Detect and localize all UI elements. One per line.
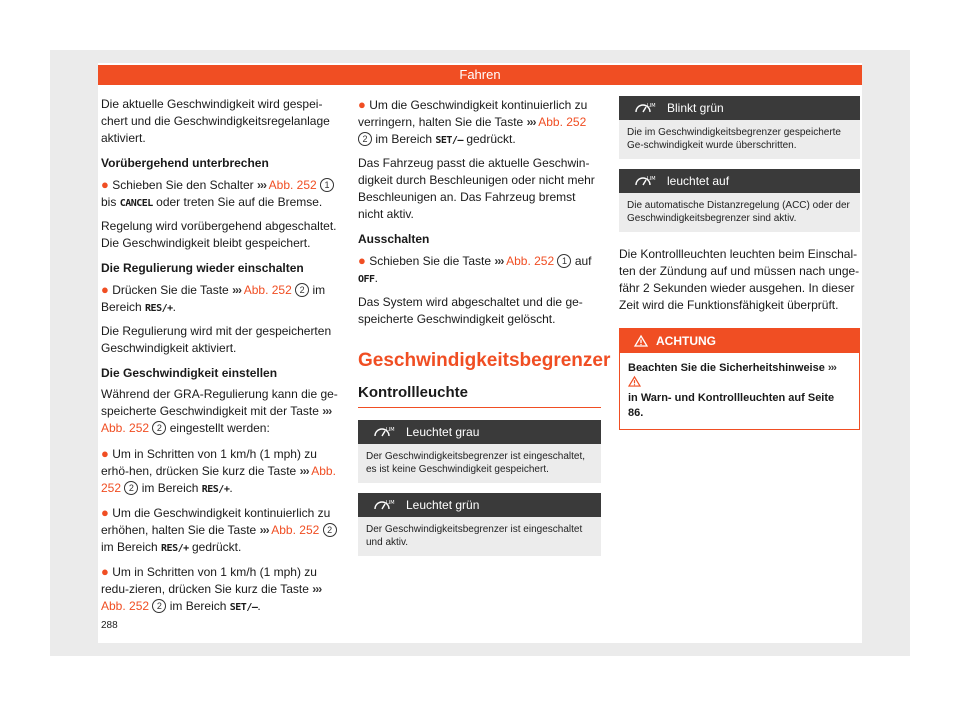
- figure-link[interactable]: Abb. 252: [538, 115, 587, 129]
- indicator-box-header: [619, 96, 860, 120]
- key-label: SET/–: [229, 602, 258, 613]
- bullet-item: ● Um in Schritten von 1 km/h (1 mph) zu erhö-hen, drücken Sie kurz die Taste ››› Abb. 252 2 im Bereich RES/+.: [101, 446, 336, 495]
- bullet-item: ● Um in Schritten von 1 km/h (1 mph) zu redu-zieren, drücken Sie kurz die Taste ››› Abb. 252 2 im Bereich SET/–.: [101, 564, 322, 613]
- page-header: Fahren: [98, 65, 862, 85]
- paragraph: Das System wird abgeschaltet und die ge-speicherte Geschwindigkeit gelöscht.: [358, 295, 583, 326]
- paragraph: Das Fahrzeug passt die aktuelle Geschwin-digkeit durch Beschleunigen oder nicht mehr Beschleunigen an. Das Fahrzeug bremst nicht aktiv.: [358, 156, 595, 221]
- bullet-item: ● Um die Geschwindigkeit kontinuierlich zu verringern, halten Sie die Taste ››› Abb. 252 2 im Bereich SET/– gedrückt.: [358, 97, 588, 146]
- arrows-icon: ›››: [299, 464, 309, 478]
- arrows-icon: ›››: [322, 404, 332, 418]
- callout-number: 1: [557, 254, 571, 268]
- callout-number: 2: [124, 481, 138, 495]
- speed-limiter-icon: [372, 499, 395, 511]
- indicator-box-title: leuchtet auf: [667, 173, 730, 188]
- arrows-icon: ›››: [526, 115, 536, 129]
- warning-text: Beachten Sie die Sicherheitshinweise ››› in Warn- und Kontrollleuchten auf Seite 86.: [628, 362, 836, 419]
- figure-link[interactable]: Abb. 252: [271, 523, 320, 537]
- bullet-item: ● Schieben Sie die Taste ››› Abb. 252 1 auf OFF.: [358, 253, 592, 285]
- indicator-box: [358, 493, 601, 556]
- figure-link[interactable]: Abb. 252: [101, 421, 150, 435]
- section-title: Geschwindigkeitsbegrenzer: [358, 350, 611, 371]
- indicator-box-title: Blinkt grün: [667, 100, 724, 115]
- bullet-icon: ●: [101, 177, 109, 192]
- bullet-item: ● Schieben Sie den Schalter ››› Abb. 252 1 bis CANCEL oder treten Sie auf die Bremse.: [101, 176, 343, 212]
- paragraph: Die aktuelle Geschwindigkeit wird gespei-chert und die Geschwindigkeitsregelanlage aktiviert.: [101, 97, 330, 145]
- figure-link[interactable]: Abb. 252: [101, 599, 150, 613]
- page-number: 288: [101, 620, 118, 631]
- svg-text:LIM: LIM: [647, 103, 656, 109]
- indicator-box-header: [358, 493, 601, 517]
- speed-limiter-icon: [633, 175, 656, 187]
- subheading: Die Regulierung wieder einschalten: [101, 261, 304, 275]
- key-label: SET/–: [435, 135, 463, 146]
- warning-triangle-icon: [634, 335, 648, 347]
- bullet-item: ● Drücken Sie die Taste ››› Abb. 252 2 im Bereich RES/+.: [101, 282, 326, 314]
- figure-link[interactable]: Abb. 252: [243, 283, 292, 297]
- svg-text:LIM: LIM: [386, 427, 395, 433]
- paragraph: Regelung wird vorübergehend abgeschaltet. Die Geschwindigkeit bleibt gespeichert.: [101, 219, 337, 250]
- svg-text:LIM: LIM: [386, 500, 395, 506]
- indicator-box-text: Der Geschwindigkeitsbegrenzer ist eingeschaltet, es ist keine Geschwindigkeit gespeichert.: [358, 444, 601, 483]
- indicator-box: [619, 169, 860, 232]
- speed-limiter-icon: [372, 426, 395, 438]
- warning-header: [620, 329, 859, 353]
- callout-number: 2: [323, 523, 337, 537]
- bullet-item: ● Um die Geschwindigkeit kontinuierlich zu erhöhen, halten Sie die Taste ››› Abb. 252 2 im Bereich RES/+ gedrückt.: [101, 504, 343, 557]
- indicator-box-title: Leuchtet grün: [406, 497, 480, 512]
- key-label: RES/+: [145, 303, 173, 314]
- indicator-box-title: Leuchtet grau: [406, 424, 480, 439]
- indicator-box-header: [619, 169, 860, 193]
- callout-number: 2: [295, 283, 309, 297]
- arrows-icon: ›››: [256, 178, 266, 192]
- subheading: Die Geschwindigkeit einstellen: [101, 366, 278, 380]
- callout-number: 2: [152, 421, 166, 435]
- callout-number: 1: [320, 178, 334, 192]
- speed-limiter-icon: [633, 102, 656, 114]
- paragraph: Die Regulierung wird mit der gespeicherten Geschwindigkeit aktiviert.: [101, 324, 332, 355]
- key-label: CANCEL: [119, 198, 153, 209]
- column-3: [619, 96, 860, 430]
- column-2: [358, 96, 611, 566]
- indicator-box-text: Die im Geschwindigkeitsbegrenzer gespeicherte Ge-schwindigkeit wurde überschritten.: [619, 120, 860, 159]
- warning-box: [619, 328, 860, 430]
- key-label: OFF: [358, 274, 375, 285]
- callout-number: 2: [152, 599, 166, 613]
- arrows-icon: ›››: [494, 254, 504, 268]
- bullet-icon: ●: [101, 446, 109, 461]
- arrows-icon: ›››: [827, 362, 836, 374]
- arrows-icon: ›››: [259, 523, 269, 537]
- svg-text:LIM: LIM: [647, 176, 656, 182]
- bullet-icon: ●: [358, 97, 366, 112]
- bullet-icon: ●: [358, 253, 366, 268]
- indicator-box: [619, 96, 860, 159]
- callout-number: 2: [358, 132, 372, 146]
- indicator-box-text: Der Geschwindigkeitsbegrenzer ist eingeschaltet und aktiv.: [358, 517, 601, 556]
- subheading: Ausschalten: [358, 232, 430, 246]
- bullet-icon: ●: [101, 564, 109, 579]
- warning-triangle-icon[interactable]: [628, 376, 641, 387]
- paragraph: Während der GRA-Regulierung kann die ge-speicherte Geschwindigkeit mit der Taste ››› Abb. 252 2 eingestellt werden:: [101, 387, 338, 435]
- bullet-icon: ●: [101, 282, 109, 297]
- key-label: RES/+: [161, 543, 189, 554]
- figure-link[interactable]: Abb. 252: [268, 178, 317, 192]
- indicator-box-header: [358, 420, 601, 444]
- indicator-box-text: Die automatische Distanzregelung (ACC) oder der Geschwindigkeitsbegrenzer sind aktiv.: [619, 193, 860, 232]
- column-1: [101, 96, 343, 622]
- figure-link[interactable]: Abb. 252: [506, 254, 555, 268]
- bullet-icon: ●: [101, 505, 109, 520]
- subsection-title: Kontrollleuchte: [358, 384, 601, 408]
- subheading: Vorübergehend unterbrechen: [101, 156, 269, 170]
- indicator-box: [358, 420, 601, 483]
- key-label: RES/+: [201, 484, 230, 495]
- arrows-icon: ›››: [232, 283, 242, 297]
- figure-link[interactable]: Abb. 252: [101, 464, 336, 495]
- paragraph: Die Kontrollleuchten leuchten beim Einschal-ten der Zündung auf und müssen nach unge-fähr 2 Sekunden wieder ausgehen. In dieser Zeit wird die Funktionsfähigkeit überprüft.: [619, 247, 860, 312]
- arrows-icon: ›››: [312, 582, 322, 596]
- warning-title: ACHTUNG: [656, 333, 716, 348]
